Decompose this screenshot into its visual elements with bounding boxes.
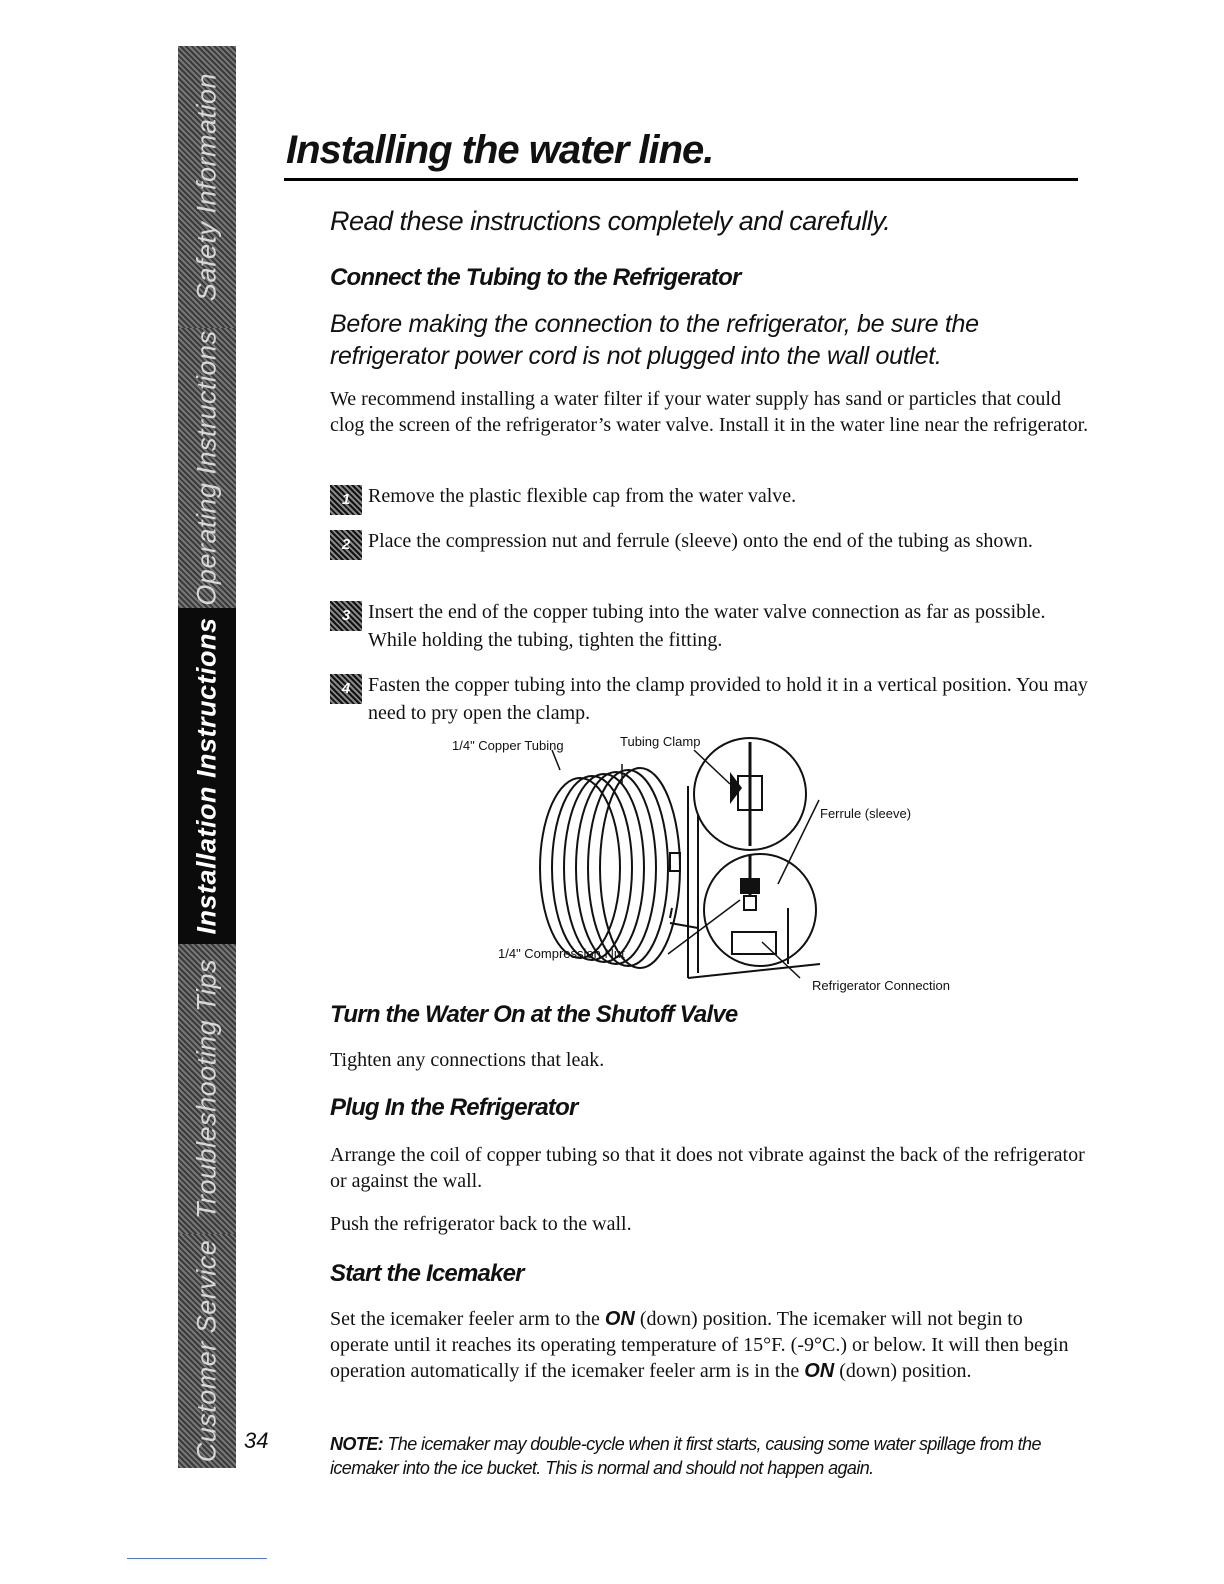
copper-tubing-coil <box>540 768 680 968</box>
label-compression-nut: 1/4" Compression Nut <box>498 946 625 961</box>
tab-operating-instructions[interactable] <box>178 328 236 610</box>
label-tubing-clamp: Tubing Clamp <box>620 734 701 749</box>
tab-installation-instructions[interactable] <box>178 608 236 946</box>
section-tabs <box>178 46 236 1468</box>
plug-in-text-2: Push the refrigerator back to the wall. <box>330 1213 632 1235</box>
tab-safety-information[interactable] <box>178 46 236 330</box>
on-label: ON <box>604 1308 635 1330</box>
detail-connection <box>704 854 816 966</box>
page-title: Installing the water line. <box>286 128 714 172</box>
page-subtitle: Read these instructions completely and carefully. <box>330 206 891 236</box>
tab-label: Safety Information <box>191 72 222 302</box>
title-divider <box>284 178 1078 181</box>
water-line-diagram <box>440 728 960 1003</box>
detail-ferrule <box>694 738 806 850</box>
tab-customer-service[interactable] <box>178 1234 236 1470</box>
step-text: Fasten the copper tubing into the clamp provided to hold it in a vertical position. You may need to pry open the clamp. <box>368 674 1088 724</box>
tab-label: Troubleshooting Tips <box>191 959 222 1219</box>
step-text: Place the compression nut and ferrule (sleeve) onto the end of the tubing as shown. <box>368 530 1033 552</box>
step-number-2: 2 <box>330 530 362 560</box>
label-ferrule: Ferrule (sleeve) <box>820 806 912 821</box>
warning-text: Before making the connection to the refrigerator, be sure the refrigerator power cord is not plugged into the wall outlet. <box>330 310 979 370</box>
icemaker-text-a: Set the icemaker feeler arm to the <box>330 1308 605 1330</box>
page-number: 34 <box>244 1428 269 1453</box>
note-text: The icemaker may double-cycle when it first starts, causing some water spillage from the icemaker into the ice bucket. This is normal and should not happen again. <box>330 1434 1041 1478</box>
heading-turn-water-on: Turn the Water On at the Shutoff Valve <box>330 1001 738 1028</box>
footer-divider <box>127 1558 267 1559</box>
plug-in-text-1: Arrange the coil of copper tubing so that it does not vibrate against the back of the refrigerator or against the wall. <box>330 1144 1085 1192</box>
step-number-1: 1 <box>330 485 362 515</box>
heading-connect-tubing: Connect the Tubing to the Refrigerator <box>330 264 741 291</box>
label-copper-tubing: 1/4" Copper Tubing <box>452 738 564 753</box>
icemaker-text <box>330 1306 1070 1384</box>
icemaker-text-b: (down) position. The icemaker will not begin to operate until it reaches its operating temperature of 15°F. (-9°C.) or below. It will then begin operation automatically if the icemaker feeler arm is in the <box>330 1308 1069 1382</box>
step-4 <box>330 671 1090 727</box>
step-number-3: 3 <box>330 601 362 631</box>
tab-label: Operating Instructions <box>191 330 222 606</box>
step-2 <box>330 527 1090 555</box>
on-label: ON <box>804 1360 835 1382</box>
heading-plug-in: Plug In the Refrigerator <box>330 1094 578 1121</box>
water-on-text: Tighten any connections that leak. <box>330 1049 605 1071</box>
tab-label: Customer Service <box>191 1239 222 1463</box>
step-text: Remove the plastic flexible cap from the water valve. <box>368 485 797 507</box>
tab-label: Installation Instructions <box>191 617 222 935</box>
note-label: NOTE: <box>330 1434 383 1454</box>
label-refrigerator-connection: Refrigerator Connection <box>812 978 951 993</box>
step-text: Insert the end of the copper tubing into the water valve connection as far as possible. While holding the tubing, tighten the fitting. <box>368 601 1046 651</box>
heading-start-icemaker: Start the Icemaker <box>330 1260 524 1287</box>
step-1 <box>330 482 1090 510</box>
tubing-clamp <box>670 853 680 871</box>
icemaker-text-c: (down) position. <box>834 1360 972 1382</box>
step-3 <box>330 598 1090 654</box>
tab-troubleshooting-tips[interactable] <box>178 944 236 1236</box>
note <box>330 1432 1090 1480</box>
filter-recommendation: We recommend installing a water filter if your water supply has sand or particles that could clog the screen of the refrigerator’s water valve. Install it in the water line near the refrigerator. <box>330 388 1089 436</box>
step-number-4: 4 <box>330 674 362 704</box>
